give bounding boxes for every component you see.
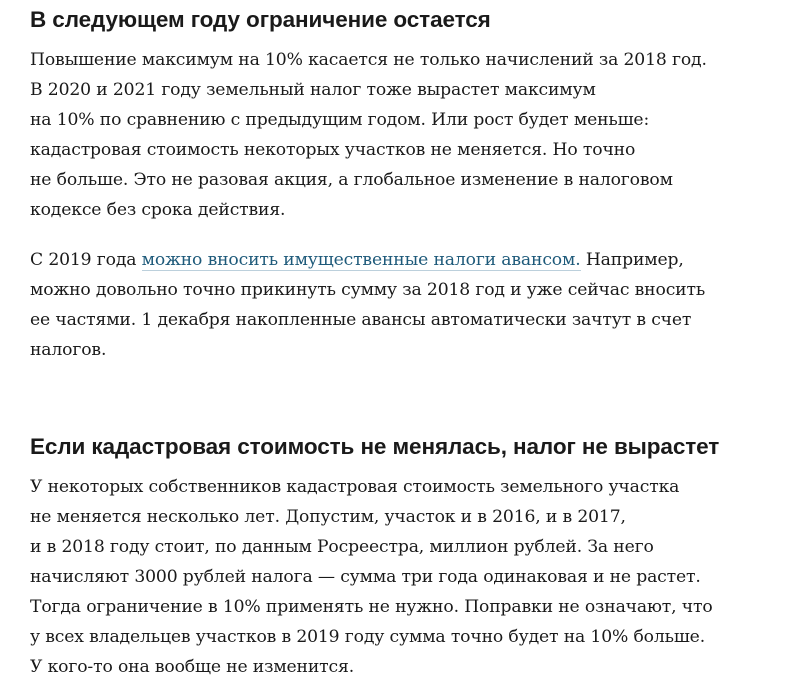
advance-tax-payment-link[interactable]: можно вносить имущественные налоги авансом. <box>141 250 581 270</box>
text-line: можно довольно точно прикинуть сумму за 2018 год и уже сейчас вносить <box>30 280 706 300</box>
text-line: на 10% по сравнению с предыдущим годом. Или рост будет меньше: <box>30 110 650 130</box>
text-line: У некоторых собственников кадастровая стоимость земельного участка <box>30 477 680 497</box>
text-line-with-link <box>30 245 795 275</box>
text-line: Тогда ограничение в 10% применять не нужно. Поправки не означают, что <box>30 597 713 617</box>
text-line: У кого-то она вообще не изменится. <box>30 657 355 677</box>
paragraph-advance-payment <box>30 245 795 365</box>
section-heading-no-increase: Если кадастровая стоимость не менялась, налог не вырастет <box>30 434 720 459</box>
text-line: ее частями. 1 декабря накопленные авансы автоматически зачтут в счет <box>30 310 692 330</box>
article-body <box>30 0 795 682</box>
text-line: не меняется несколько лет. Допустим, участок и в 2016, и в 2017, <box>30 507 626 527</box>
text-line: и в 2018 году стоит, по данным Росреестра, миллион рублей. За него <box>30 537 654 557</box>
paragraph-unchanged-cadastral-value <box>30 472 795 682</box>
section-heading-limit-remains: В следующем году ограничение остается <box>30 7 491 32</box>
text-line: Повышение максимум на 10% касается не только начислений за 2018 год. <box>30 50 707 70</box>
text-line: В 2020 и 2021 году земельный налог тоже вырастет максимум <box>30 80 596 100</box>
text-line: начисляют 3000 рублей налога — сумма три года одинаковая и не растет. <box>30 567 701 587</box>
paragraph-limit-description <box>30 45 795 225</box>
text-line: кадастровая стоимость некоторых участков не меняется. Но точно <box>30 140 636 160</box>
text-after-link: Например, <box>580 250 684 270</box>
text-before-link: С 2019 года <box>30 250 142 270</box>
text-line: не больше. Это не разовая акция, а глобальное изменение в налоговом <box>30 170 673 190</box>
text-line: налогов. <box>30 340 107 360</box>
text-line: кодексе без срока действия. <box>30 200 286 220</box>
text-line: у всех владельцев участков в 2019 году сумма точно будет на 10% больше. <box>30 627 706 647</box>
